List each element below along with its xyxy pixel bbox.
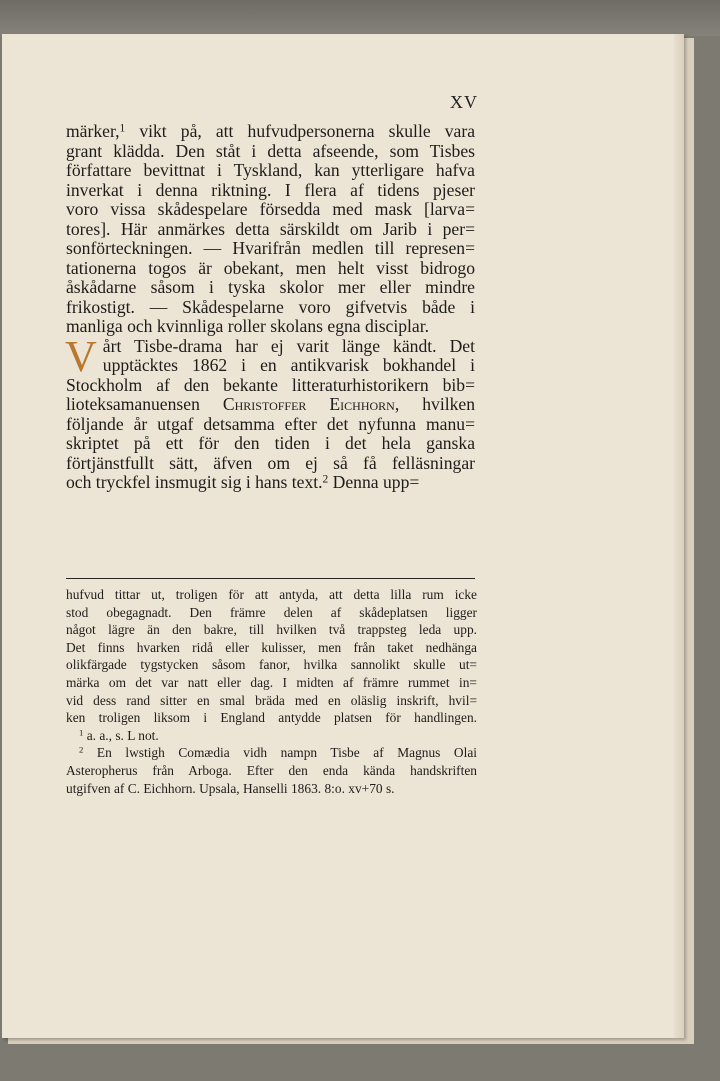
footnote-2: $^2$ En lwstigh Comædia vidh nampn Tisbe af Magnus Olai — [79, 745, 477, 761]
text-line: författare bevittnat i Tyskland, kan ytterligare hafva — [66, 160, 475, 180]
footnote-rule — [66, 578, 475, 579]
text-line: voro vissa skådespelare försedda med mask [larva= — [66, 199, 475, 219]
footnote-line: något lägre än den bakre, till hvilken två trappsteg leda upp. — [66, 622, 477, 638]
text-line: tores]. Här anmärkes detta särskildt om Jarib i per= — [66, 218, 475, 239]
footnote-line: ken troligen liksom i England antydde platsen för handlingen. — [66, 710, 477, 726]
text-line: och tryckfel insmugit sig i hans text.$^2$ Denna upp= — [66, 472, 420, 492]
text-line: frikostigt. — Skådespelarne voro gifvetvis både i — [66, 296, 475, 317]
footnote-line: Asteropherus från Arboga. Efter den enda kända handskriften — [66, 762, 477, 778]
footnote-line: hufvud tittar ut, troligen för att antyda, att detta lilla rum icke — [66, 587, 477, 602]
main-text — [66, 122, 475, 493]
text-line: åskådarne såsom i tyska skolor mer eller mindre — [66, 277, 475, 297]
text-line: upptäcktes 1862 i en antikvarisk bokhandel i — [102, 355, 475, 375]
footnote-ref: 1 — [119, 122, 126, 135]
text-line: sonförteckningen. — Hvarifrån medlen till represen= — [66, 238, 475, 258]
drop-cap: V — [65, 331, 97, 381]
footnote-line: utgifven af C. Eichhorn. Upsala, Hanselli 1863. 8:o. xv+70 s. — [66, 780, 395, 796]
footnote-1: $^1$ a. a., s. L not. — [79, 727, 159, 743]
footnote-line: olikfärgade tygstycken såsom fanor, hvilka sannolikt skulle ut= — [66, 657, 477, 673]
footnotes — [66, 586, 477, 797]
footnote-line: Det finns hvarken ridå eller kulisser, men från taket nedhänga — [66, 639, 477, 655]
footnote-line: vid dess rand sitter en smal bräda med en oläslig inskrift, hvil= — [66, 692, 477, 708]
text-line: Stockholm af den bekante litteraturhistorikern bib= — [66, 374, 475, 395]
text-line: skriptet på ett för den tiden i det hela ganska — [66, 433, 475, 453]
text-line: förtjänstfullt sätt, äfven om ej så få felläsningar — [66, 452, 475, 473]
footnote-line: märka om det var natt eller dag. I midten af främre rummet in= — [66, 674, 477, 690]
paragraph-2 — [65, 331, 475, 493]
text-line: inverkat i denna riktning. I flera af tidens pjeser — [66, 179, 475, 200]
text-line: följande år utgaf detsamma efter det nyfunna manu= — [66, 413, 475, 434]
author-name: Christoffer Eichhorn — [222, 394, 395, 414]
text-line: tationerna togos är obekant, men helt visst bidrogo — [66, 257, 475, 278]
text-line: lioteksamanuensen Christoffer Eichhorn, hvilken — [66, 394, 475, 414]
footnote-ref: 2 — [322, 473, 329, 486]
background-desk — [0, 0, 720, 36]
text-line: märker,$^1$ vikt på, att hufvudpersonerna skulle vara — [66, 121, 475, 141]
footnote-line: stod obegagnadt. Den främre delen af skådeplatsen ligger — [66, 604, 477, 620]
text-line: manliga och kvinnliga roller skolans egna disciplar. — [66, 316, 430, 336]
page-number: XV — [450, 92, 478, 112]
text-line: årt Tisbe-drama har ej varit länge kändt. Det — [102, 335, 475, 356]
page-edge — [674, 34, 684, 1038]
text-line: grant klädda. Den ståt i detta afseende, som Tisbes — [66, 140, 475, 161]
